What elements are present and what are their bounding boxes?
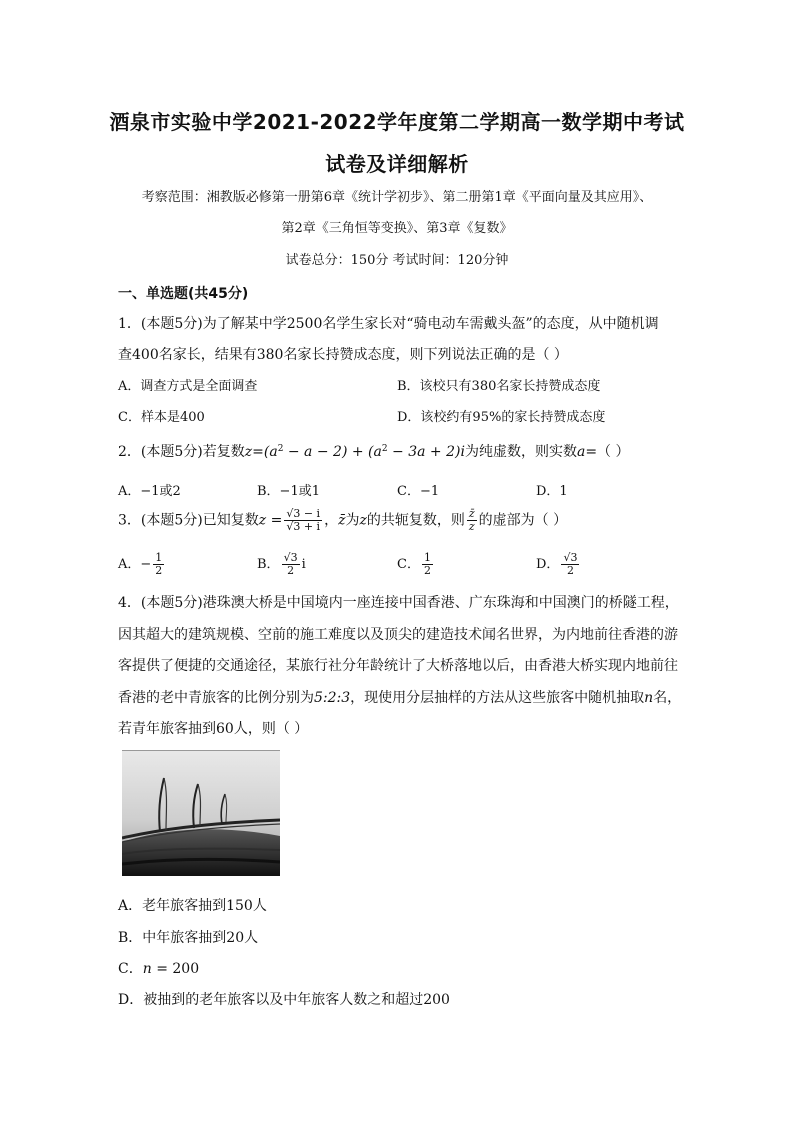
section-heading: 一、单选题(共45分) (118, 286, 249, 302)
q3-fraction-den: √3 + i (286, 520, 321, 533)
q2-prefix: 2．(本题5分)若复数 (118, 444, 245, 460)
q2-plus: + (347, 444, 369, 460)
q2-term1a: (a (263, 444, 278, 460)
q1-stem-line1: 1．(本题5分)为了解某中学2500名学生家长对“骑电动车需戴头盔”的态度，从中随机调 (118, 316, 659, 332)
q3-is: 为 (345, 512, 360, 529)
q3-prefix: 3．(本题5分)已知复数 (118, 512, 259, 529)
q4-option-a: A．老年旅客抽到150人 (118, 898, 267, 914)
q3-conj-text: 的共轭复数，则 (366, 512, 465, 529)
scope-line-2: 第2章《三角恒等变换》、第3章《复数》 (281, 221, 513, 236)
q4-option-b: B．中年旅客抽到20人 (118, 930, 259, 946)
q2-end: =（ ） (585, 444, 630, 460)
q4-stem-line2: 因其超大的建筑规模、空前的施工难度以及顶尖的建造技术闻名世界，为内地前往香港的游 (118, 627, 678, 643)
q3-option-b-suffix: i (301, 557, 306, 572)
q3-option-a-den: 2 (155, 564, 163, 577)
q3-option-b-num: √3 (283, 551, 298, 564)
q3-ratio-den: z (468, 520, 475, 533)
q3-option-a-num: 1 (155, 551, 163, 564)
q3-option-c-num: 1 (423, 551, 431, 564)
exam-meta: 试卷总分：150分 考试时间：120分钟 (285, 253, 509, 268)
q4-stem-line5: 若青年旅客抽到60人，则（ ） (118, 721, 309, 737)
q1-option-c: C．样本是400 (118, 410, 205, 425)
q2-exp2: 2 (381, 444, 388, 454)
q2-option-a: A．−1或2 (118, 484, 181, 499)
q3-z-eq: z = (258, 512, 283, 529)
q3-option-a (118, 552, 166, 577)
q2-term1b: − a − 2) (283, 444, 348, 460)
q3-option-a-frac (153, 552, 164, 577)
q2-eq: = (252, 444, 264, 460)
q4-stem-line3: 客提供了便捷的交通途径，某旅行社分年龄统计了大桥落地以后，由香港大桥实现内地前往 (118, 658, 678, 674)
q4-stem-line1: 4．(本题5分)港珠澳大桥是中国境内一座连接中国香港、广东珠海和中国澳门的桥隧工程， (118, 595, 679, 611)
q3-option-d-frac (561, 552, 579, 577)
exam-subtitle: 试卷及详细解析 (325, 152, 469, 176)
q4-var-n: n (644, 690, 654, 706)
q4-line4-b: ，现使用分层抽样的方法从这些旅客中随机抽取 (350, 690, 645, 706)
q1-stem-line2: 查400名家长，结果有380名家长持赞成态度，则下列说法正确的是（ ） (118, 347, 568, 363)
q2-term2a: (a (368, 444, 382, 460)
q3-comma: ， (324, 512, 339, 529)
q3-zbar: z̄ (338, 512, 346, 529)
q4-option-c-label: C． (118, 961, 143, 977)
q4-option-d: D．被抽到的老年旅客以及中年旅客人数之和超过200 (118, 992, 450, 1008)
q2-suffix: 为纯虚数，则实数 (464, 444, 577, 460)
q3-option-b-frac (282, 552, 300, 577)
q1-option-a: A．调查方式是全面调查 (118, 379, 258, 394)
q3-option-b-label: B． (257, 557, 280, 572)
q3-fraction (284, 508, 322, 533)
q2-var-a: a (576, 444, 586, 460)
q2-var-z: z (244, 444, 253, 460)
q3-option-a-sign: − (140, 557, 152, 572)
q4-option-c (118, 958, 199, 978)
q3-end: 的虚部为（ ） (478, 512, 568, 529)
scope-line-1: 考察范围：湘教版必修第一册第6章《统计学初步》、第二册第1章《平面向量及其应用》、 (141, 190, 653, 205)
q4-option-c-value: = 200 (151, 961, 200, 977)
q4-line4-a: 香港的老中青旅客的比例分别为 (118, 690, 314, 706)
q3-stem (118, 508, 567, 533)
exam-title: 酒泉市实验中学2021-2022学年度第二学期高一数学期中考试 (109, 110, 685, 134)
bridge-photo (122, 750, 280, 876)
q3-option-d (536, 552, 581, 577)
q3-option-c-label: C． (397, 557, 420, 572)
q2-option-d: D．1 (536, 484, 568, 499)
q3-ratio-num: z̄ (468, 507, 475, 520)
q2-option-c: C．−1 (397, 484, 440, 499)
q3-option-c-frac (422, 552, 433, 577)
q2-exp1: 2 (277, 444, 284, 454)
q3-option-d-label: D． (536, 557, 560, 572)
q1-option-d: D．该校约有95%的家长持赞成态度 (397, 410, 606, 425)
q1-option-b: B．该校只有380名家长持赞成态度 (397, 379, 601, 394)
q4-option-c-var: n (142, 961, 152, 977)
q3-fraction-num: √3 − i (286, 507, 321, 520)
q4-line4-c: 名， (653, 690, 682, 706)
q3-option-b-den: 2 (287, 564, 295, 577)
q3-ratio (467, 508, 477, 533)
q3-option-c-den: 2 (423, 564, 431, 577)
q3-z: z (359, 512, 367, 529)
q4-ratio: 5:2:3 (314, 690, 351, 706)
q2-option-b: B．−1或1 (257, 484, 320, 499)
q2-term2b: − 3a + 2)i (387, 444, 465, 460)
q4-stem-line4 (118, 687, 681, 707)
q2-stem (118, 441, 630, 461)
q3-option-c (397, 552, 435, 577)
q3-option-d-den: 2 (566, 564, 574, 577)
q3-option-d-num: √3 (563, 551, 578, 564)
q3-option-a-label: A． (118, 557, 141, 572)
q3-option-b (257, 552, 306, 577)
